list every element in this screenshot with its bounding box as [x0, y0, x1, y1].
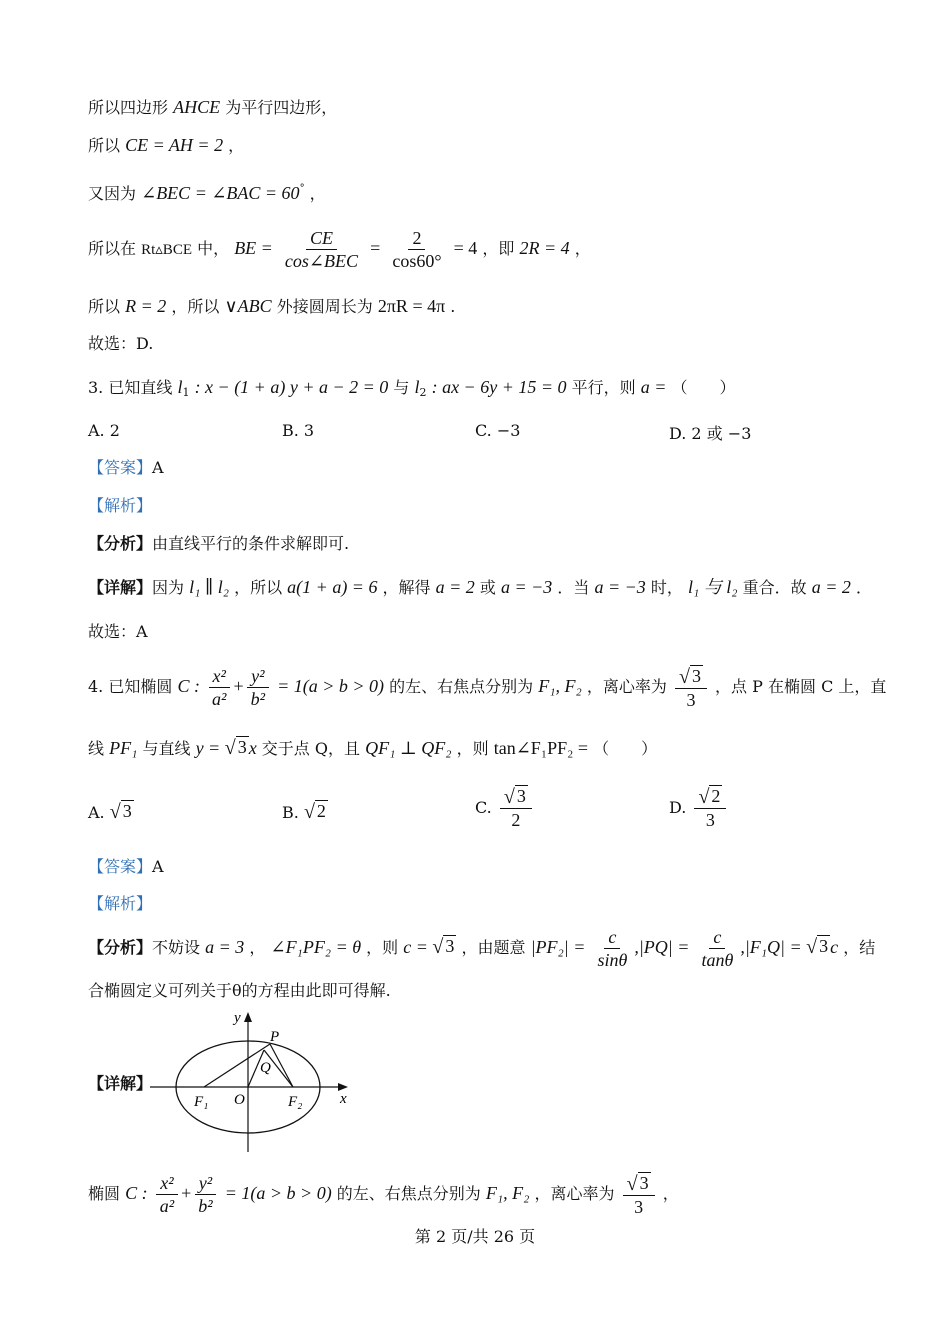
math: = 1(a > b > 0) — [277, 676, 385, 696]
text: 或 — [479, 578, 496, 597]
option-a[interactable] — [88, 800, 134, 822]
text: ，则 — [456, 739, 489, 758]
numerator — [623, 1172, 655, 1196]
sqrt — [698, 785, 722, 806]
ellipse-figure — [150, 1006, 360, 1156]
fraction — [388, 228, 445, 271]
radicand: 3 — [237, 737, 247, 757]
analysis-label: 【分析】 — [88, 534, 153, 553]
text: 为平行四边形， — [225, 98, 338, 117]
denominator: b² — [198, 1196, 213, 1216]
text: （ ） — [593, 739, 658, 758]
denominator: a² — [212, 689, 227, 709]
denominator: a² — [159, 1196, 175, 1216]
option-text: A. 2 — [88, 421, 120, 440]
numerator: CE — [306, 228, 337, 250]
text: 故选：D. — [88, 334, 154, 353]
text: ，离心率为 — [534, 1184, 615, 1203]
text: 外接圆周长为 — [276, 297, 373, 316]
math: l — [414, 377, 420, 397]
text: ， — [662, 1184, 679, 1203]
math: Rt▵BCE — [141, 242, 192, 258]
text: 合椭圆定义可列关于θ的方程由此即可得解. — [88, 981, 391, 1000]
text: 椭圆 — [88, 1184, 121, 1203]
text: 因为 — [152, 578, 185, 597]
text: ． — [856, 578, 873, 597]
numerator: y² — [195, 1173, 216, 1195]
sqrt — [304, 800, 328, 821]
radical-sign: √ — [303, 801, 315, 823]
sqrt — [504, 785, 528, 806]
degree-sign: ° — [299, 183, 305, 194]
math: |PF₂| = — [530, 937, 586, 957]
radicand: 3 — [639, 1173, 649, 1193]
label-f1: F₁ — [194, 1094, 209, 1110]
option-label: A. — [88, 803, 105, 822]
text: ，由题意 — [461, 938, 526, 957]
text: 的左、右焦点分别为 — [336, 1184, 481, 1203]
math: a = −3 — [594, 577, 646, 597]
radical-sign: √ — [432, 936, 444, 958]
detail-label: 【详解】 — [88, 578, 153, 597]
math: a(1 + a) = 6 — [287, 577, 378, 597]
x-axis-arrow — [338, 1083, 348, 1091]
text: 的左、右焦点分别为 — [389, 677, 534, 696]
text: ，则 — [366, 938, 399, 957]
math: = 4 — [453, 238, 478, 258]
text: （ ） — [671, 378, 736, 397]
text: ，所以 — [171, 297, 220, 316]
denominator: 3 — [634, 1197, 644, 1217]
text: 所以 — [88, 297, 121, 316]
text: ， — [574, 239, 591, 258]
sqrt — [110, 800, 134, 821]
text: 与 — [393, 378, 410, 397]
q3-xiangjie — [88, 576, 872, 599]
math: a = 3 — [205, 937, 245, 957]
detail-label: 【详解】 — [88, 1074, 153, 1093]
fraction — [675, 665, 707, 710]
label-p: P — [270, 1029, 280, 1045]
label-q: Q — [260, 1060, 271, 1076]
q4-fenxi-2 — [88, 980, 391, 1002]
math: ∨ABC — [224, 296, 272, 316]
sqrt — [225, 736, 249, 757]
answer-tag: 【答案】 — [88, 458, 153, 477]
math: l₁ ∥ l₂ — [189, 577, 229, 597]
text: 线 — [88, 739, 105, 758]
page-footer — [0, 1224, 950, 1247]
math: QF₁ ⊥ QF₂ — [365, 738, 452, 758]
segment-p-f2 — [270, 1044, 293, 1087]
option-a[interactable] — [88, 421, 120, 440]
text: ， — [309, 184, 326, 203]
denominator: tanθ — [701, 950, 734, 970]
fraction — [194, 1173, 216, 1216]
math: l — [177, 377, 183, 397]
math: y = — [195, 738, 225, 758]
label-y: y — [234, 1010, 241, 1026]
text: ，离心率为 — [586, 677, 667, 696]
math: C : — [125, 1183, 148, 1203]
denominator: cos∠BEC — [284, 251, 358, 271]
q3-fenxi — [88, 533, 349, 555]
text-line-2 — [88, 134, 244, 157]
math: ,|F₁Q| = — [740, 937, 807, 957]
fraction — [500, 785, 532, 830]
fraction — [623, 1172, 655, 1217]
radical-sign: √ — [109, 801, 121, 823]
text: 所以在 — [88, 239, 137, 258]
option-d[interactable] — [669, 785, 729, 830]
denominator: sinθ — [597, 950, 628, 970]
radicand: 2 — [711, 786, 721, 806]
denominator: 3 — [686, 690, 696, 710]
radicand: 3 — [691, 666, 701, 686]
option-label: D. — [669, 798, 687, 817]
math: a = −3 — [501, 577, 553, 597]
math: AHCE — [173, 97, 221, 117]
q3-guxuan — [88, 621, 148, 643]
numerator — [675, 665, 707, 689]
text: ，点 P 在椭圆 C 上，直 — [715, 677, 887, 696]
option-label: B. — [282, 803, 299, 822]
answer-value: A — [152, 857, 164, 876]
question-4-stem — [88, 662, 886, 711]
text: 时， — [650, 578, 683, 597]
math: c = — [403, 937, 433, 957]
q4-xiangjie — [88, 1073, 152, 1095]
numerator: c — [604, 927, 620, 949]
text: 所以 — [88, 136, 121, 155]
analysis-label: 【分析】 — [88, 938, 153, 957]
y-axis-arrow — [244, 1012, 252, 1022]
denominator: 2 — [511, 810, 521, 830]
radical-sign: √ — [503, 786, 515, 808]
answer-tag: 【答案】 — [88, 857, 153, 876]
radicand: 3 — [122, 801, 132, 821]
radical-sign: √ — [626, 1173, 638, 1195]
label-f2: F₂ — [288, 1094, 303, 1110]
radical-sign: √ — [698, 786, 710, 808]
math: a = 2 — [435, 577, 475, 597]
fraction — [208, 666, 230, 709]
option-text: B. 3 — [282, 421, 315, 440]
q4-last-line — [88, 1169, 679, 1218]
q3-answer — [88, 457, 164, 479]
math: : ax − 6y + 15 = 0 — [431, 377, 567, 397]
option-d[interactable] — [669, 421, 751, 444]
fraction — [697, 927, 737, 970]
radical-sign: √ — [678, 666, 690, 688]
numerator: y² — [247, 666, 268, 688]
sqrt — [627, 1172, 651, 1193]
math: l₁ 与 l₂ — [688, 577, 738, 597]
subscript: 1 — [182, 386, 190, 399]
math: a = 2 — [811, 577, 851, 597]
option-text: D. 2 或 −3 — [669, 424, 752, 443]
text: 平行，则 — [571, 378, 636, 397]
radicand: 2 — [316, 801, 326, 821]
sqrt — [432, 935, 456, 956]
text: 4. 已知椭圆 — [88, 677, 173, 696]
answer-value: A — [152, 458, 164, 477]
option-c[interactable] — [475, 421, 520, 440]
fraction — [593, 927, 631, 970]
numerator — [694, 785, 726, 809]
radical-sign: √ — [224, 737, 236, 759]
q4-jiexi — [88, 893, 152, 915]
option-text: C. −3 — [475, 421, 521, 440]
radical-sign: √ — [806, 936, 818, 958]
option-b[interactable] — [282, 800, 328, 822]
text: 又因为 — [88, 184, 137, 203]
text: 3. 已知直线 — [88, 378, 173, 397]
math: + — [233, 676, 244, 696]
question-4-stem-2 — [88, 736, 657, 760]
radicand: 3 — [516, 786, 526, 806]
math: a = — [640, 377, 667, 397]
math: = — [370, 238, 381, 258]
math: ,|PQ| = — [634, 937, 690, 957]
label-o: O — [234, 1092, 245, 1108]
analysis-tag: 【解析】 — [88, 496, 153, 515]
analysis-tag: 【解析】 — [88, 894, 153, 913]
math: F₁, F₂ — [538, 676, 582, 696]
denominator: cos60° — [392, 251, 442, 271]
text: 不妨设 — [152, 938, 201, 957]
text: ，解得 — [382, 578, 431, 597]
q3-jiexi — [88, 495, 152, 517]
denominator: 3 — [705, 810, 715, 830]
option-c[interactable] — [475, 785, 535, 830]
math: : x − (1 + a) y + a − 2 = 0 — [194, 377, 389, 397]
text-line-6 — [88, 333, 153, 355]
text-line-1 — [88, 96, 337, 119]
numerator: x² — [209, 666, 230, 688]
question-3-stem — [88, 376, 735, 404]
text-line-5 — [88, 295, 455, 318]
math: 2R = 4 — [519, 238, 570, 258]
text: ，所以 — [234, 578, 283, 597]
text-line-3 — [88, 178, 326, 205]
text: . — [450, 297, 456, 316]
math: CE = AH = 2 — [125, 135, 224, 155]
math: ∠BEC = ∠BAC = 60 — [141, 183, 300, 203]
text: 由直线平行的条件求解即可. — [152, 534, 350, 553]
numerator: c — [709, 927, 725, 949]
q4-fenxi — [88, 924, 875, 971]
text: 与直线 — [142, 739, 191, 758]
text: ．当 — [557, 578, 590, 597]
sqrt — [679, 665, 703, 686]
radicand: 3 — [445, 936, 455, 956]
math: PF₁ — [109, 738, 138, 758]
fraction — [247, 666, 269, 709]
radicand: 3 — [819, 936, 829, 956]
numerator — [500, 785, 532, 809]
numerator: 2 — [408, 228, 425, 250]
text: ， — [228, 136, 245, 155]
denominator: b² — [250, 689, 266, 709]
math: = 1(a > b > 0) — [224, 1183, 332, 1203]
math: tan∠F₁PF₂ = — [493, 738, 589, 758]
math: + — [181, 1183, 192, 1203]
text: ，即 — [482, 239, 515, 258]
numerator: x² — [156, 1173, 177, 1195]
fraction — [156, 1173, 178, 1216]
sqrt — [806, 935, 830, 956]
text: 交于点 Q，且 — [261, 739, 360, 758]
math: 2πR = 4π — [377, 296, 446, 316]
label-x: x — [340, 1091, 347, 1107]
text-line-4 — [88, 226, 591, 272]
math: c — [830, 937, 839, 957]
math: R = 2 — [125, 296, 167, 316]
text: 所以四边形 — [88, 98, 169, 117]
q4-answer — [88, 856, 164, 878]
option-b[interactable] — [282, 421, 314, 440]
math: ∠F₁PF₂ = θ — [270, 937, 362, 957]
math: x — [248, 738, 257, 758]
text: 中， — [197, 239, 230, 258]
math: C : — [177, 676, 200, 696]
subscript: 2 — [419, 386, 427, 399]
text: 故选：A — [88, 622, 148, 641]
fraction — [694, 785, 726, 830]
math: BE = — [234, 238, 273, 258]
text: ，结 — [843, 938, 876, 957]
option-label: C. — [475, 798, 492, 817]
page-number: 第 2 页/共 26 页 — [414, 1227, 536, 1246]
fraction — [281, 228, 362, 271]
text: 重合．故 — [742, 578, 807, 597]
text: ， — [249, 938, 266, 957]
math: F₁, F₂ — [485, 1183, 530, 1203]
